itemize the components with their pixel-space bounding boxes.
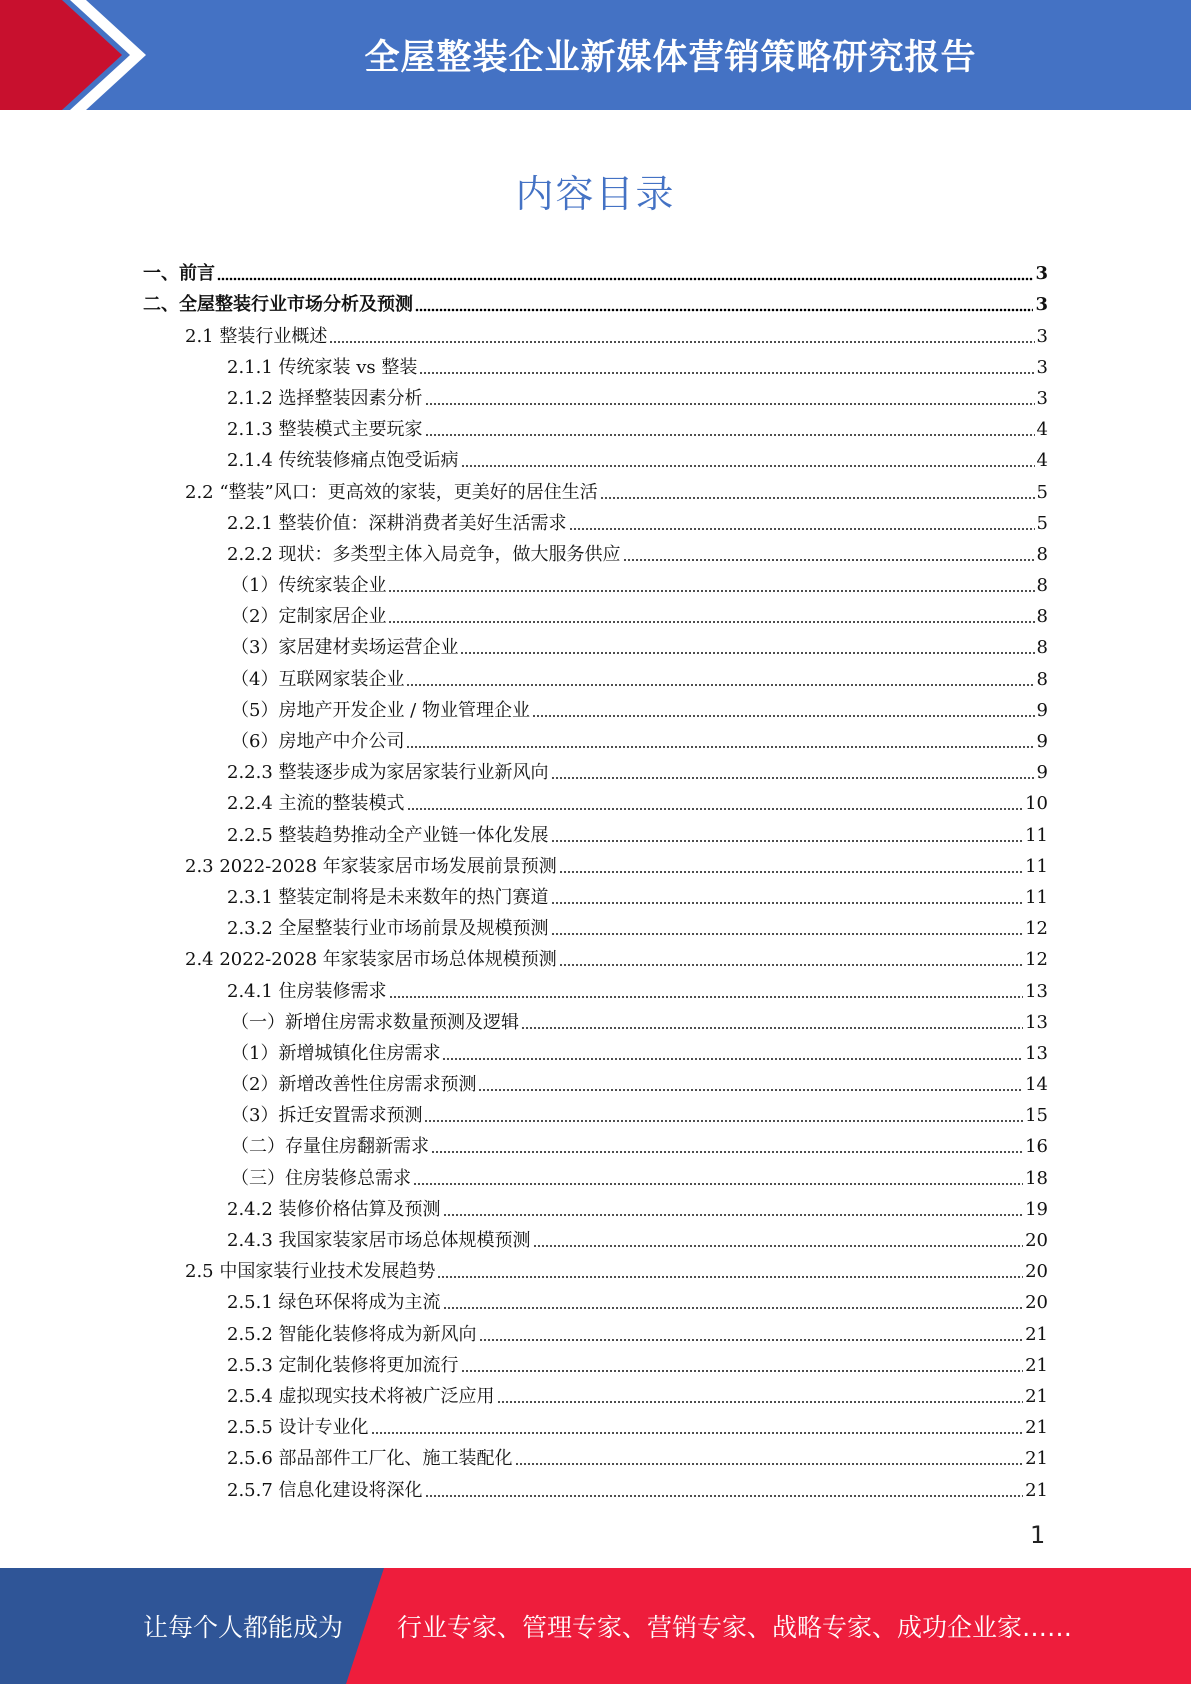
toc-entry-page: 9 [1036,699,1048,721]
toc-dot-leader [431,1150,1023,1154]
toc-entry-page: 21 [1025,1417,1048,1439]
toc-entry-label: 2.5.1 绿色环保将成为主流 [227,1292,441,1314]
toc-entry-page: 14 [1025,1074,1048,1096]
toc-entry-page: 11 [1025,855,1048,877]
toc-entry[interactable] [143,722,1048,753]
toc-entry-page: 20 [1025,1261,1048,1283]
toc-entry-page: 13 [1025,980,1048,1002]
toc-entry-page: 18 [1025,1167,1048,1189]
toc-entry-page: 4 [1036,419,1048,441]
toc-entry-label: 2.2.3 整装逐步成为家居家装行业新风向 [227,762,549,784]
toc-dot-leader [424,1119,1023,1123]
toc-entry[interactable] [143,628,1048,659]
toc-entry-page: 21 [1025,1385,1048,1407]
toc-dot-leader [388,620,1034,624]
toc-entry-page: 5 [1036,481,1048,503]
toc-entry-label: 2.1.2 选择整装因素分析 [227,387,423,409]
toc-entry-label: 2.4.1 住房装修需求 [227,980,387,1002]
toc-entry-label: 2.1 整装行业概述 [185,325,328,347]
toc-entry-label: （2）定制家居企业 [231,606,387,628]
toc-entry[interactable] [143,1470,1048,1501]
toc-dot-leader [371,1431,1024,1435]
toc-dot-leader [533,1244,1024,1248]
toc-entry[interactable] [143,1127,1048,1158]
toc-entry-label: 2.2.1 整装价值：深耕消费者美好生活需求 [227,512,567,534]
toc-entry-page: 15 [1025,1105,1048,1127]
toc-entry[interactable] [143,940,1048,971]
toc-entry[interactable] [143,1346,1048,1377]
toc-entry-page: 3 [1035,294,1048,316]
toc-dot-leader [217,277,1033,281]
page-number: 1 [1030,1521,1046,1549]
toc-dot-leader [521,1026,1023,1030]
toc-entry-page: 12 [1025,918,1048,940]
toc-entry-label: 2.3.1 整装定制将是未来数年的热门赛道 [227,886,549,908]
toc-entry-label: 2.1.1 传统家装 vs 整装 [227,356,418,378]
toc-entry[interactable] [143,1096,1048,1127]
toc-entry[interactable] [143,597,1048,628]
toc-entry[interactable] [143,535,1048,566]
toc-dot-leader [623,558,1035,562]
toc-dot-leader [551,901,1024,905]
toc-dot-leader [413,1182,1023,1186]
toc-dot-leader [460,651,1034,655]
toc-dot-leader [559,870,1023,874]
toc-entry[interactable] [143,1408,1048,1439]
toc-entry[interactable] [143,1439,1048,1470]
toc-dot-leader [425,1494,1024,1498]
toc-entry-label: 2.5.6 部品部件工厂化、施工装配化 [227,1448,513,1470]
toc-entry[interactable] [143,971,1048,1002]
toc-entry-label: （5）房地产开发企业 / 物业管理企业 [231,699,530,721]
toc-entry-label: 2.5.2 智能化装修将成为新风向 [227,1323,477,1345]
toc-dot-leader [406,683,1034,687]
toc-entry[interactable] [143,691,1048,722]
toc-entry-page: 3 [1036,325,1048,347]
toc-entry-page: 8 [1036,575,1048,597]
toc-entry-page: 3 [1036,356,1048,378]
toc-dot-leader [406,745,1034,749]
toc-entry[interactable] [143,566,1048,597]
toc-dot-leader [569,527,1035,531]
report-title [150,0,1191,110]
toc-entry-page: 3 [1036,387,1048,409]
toc-entry[interactable] [143,1283,1048,1314]
toc-dot-leader [415,308,1033,312]
toc-entry-page: 8 [1036,606,1048,628]
toc-entry-label: 二、全屋整装行业市场分析及预测 [143,294,413,316]
toc-entry-page: 10 [1025,793,1048,815]
toc-dot-leader [551,932,1024,936]
toc-entry-label: （三）住房装修总需求 [231,1167,411,1189]
toc-dot-leader [559,963,1023,967]
toc-entry[interactable] [143,1314,1048,1345]
toc-entry[interactable] [143,784,1048,815]
footer-slogan-right: 行业专家、管理专家、营销专家、战略专家、成功企业家…… [397,1613,1073,1642]
toc-entry[interactable] [143,1377,1048,1408]
toc-dot-leader [479,1338,1024,1342]
toc-dot-leader [425,433,1035,437]
toc-entry-label: （6）房地产中介公司 [231,731,405,752]
toc-entry[interactable] [143,316,1048,347]
toc-entry[interactable] [143,285,1048,316]
toc-entry-label: 2.4 2022-2028 年家装家居市场总体规模预测 [185,949,557,971]
toc-entry-page: 5 [1036,512,1048,534]
toc-entry-label: 2.4.3 我国家装家居市场总体规模预测 [227,1230,531,1251]
toc-entry[interactable] [143,815,1048,846]
toc-entry[interactable] [143,1221,1048,1252]
toc-entry-label: 2.4.2 装修价格估算及预测 [227,1198,441,1220]
toc-entry-page: 4 [1036,450,1048,472]
toc-dot-leader [461,1369,1024,1373]
toc-dot-leader [388,589,1034,593]
toc-entry-label: 2.2.4 主流的整装模式 [227,793,405,815]
toc-dot-leader [442,1057,1023,1061]
toc-entry-label: 2.1.3 整装模式主要玩家 [227,419,423,441]
toc-dot-leader [497,1400,1024,1404]
footer-band [0,1568,1191,1684]
toc-entry-label: 2.5.7 信息化建设将深化 [227,1479,423,1501]
toc-entry-label: （1）传统家装企业 [231,575,387,597]
toc-dot-leader [600,496,1035,500]
toc-entry-page: 19 [1025,1198,1048,1220]
toc-entry-page: 11 [1025,886,1048,908]
toc-dot-leader [478,1088,1023,1092]
toc-dot-leader [551,776,1035,780]
toc-entry-label: 2.3.2 全屋整装行业市场前景及规模预测 [227,918,549,940]
toc-entry-page: 13 [1025,1011,1048,1033]
toc-entry-label: （3）家居建材卖场运营企业 [231,637,459,659]
toc-entry-label: 2.3 2022-2028 年家装家居市场发展前景预测 [185,855,557,877]
toc-entry[interactable] [143,1190,1048,1221]
report-title-text: 全屋整装企业新媒体营销策略研究报告 [364,38,977,78]
toc-entry[interactable] [143,909,1048,940]
toc-entry-label: （一）新增住房需求数量预测及逻辑 [231,1011,519,1033]
toc-entry-page: 9 [1036,762,1048,784]
toc-dot-leader [443,1306,1024,1310]
toc-dot-leader [419,371,1034,375]
toc-entry[interactable] [143,753,1048,784]
toc-entry-page: 8 [1036,543,1048,565]
toc-entry-label: 2.2.5 整装趋势推动全产业链一体化发展 [227,824,549,846]
toc-entry-page: 11 [1025,824,1048,846]
toc-entry-page: 12 [1025,949,1048,971]
toc-entry[interactable] [143,847,1048,878]
toc-dot-leader [443,1213,1024,1217]
toc-entry-label: 2.1.4 传统装修痛点饱受诟病 [227,450,459,472]
toc-entry-label: 一、前言 [143,263,215,285]
toc-entry[interactable] [143,348,1048,379]
toc-entry-label: （2）新增改善性住房需求预测 [231,1074,477,1096]
toc-entry[interactable] [143,659,1048,690]
toc-entry-page: 3 [1035,263,1048,285]
footer-slogan-left: 让每个人都能成为 [143,1613,344,1642]
toc-entry[interactable] [143,1065,1048,1096]
toc-dot-leader [515,1462,1024,1466]
toc-entry[interactable] [143,1034,1048,1065]
toc-entry[interactable] [143,410,1048,441]
toc-entry-page: 8 [1036,668,1048,690]
toc-entry-label: （二）存量住房翻新需求 [231,1136,429,1158]
toc-entry-label: （1）新增城镇化住房需求 [231,1042,441,1064]
toc-entry[interactable] [143,379,1048,410]
toc-heading: 内容目录 [515,172,676,216]
toc-entry-label: 2.5 中国家装行业技术发展趋势 [185,1261,436,1283]
toc-entry-page: 21 [1025,1479,1048,1501]
toc-entry[interactable] [143,472,1048,503]
toc-entry-page: 8 [1036,637,1048,659]
toc-entry-page: 21 [1025,1448,1048,1470]
toc-dot-leader [437,1275,1023,1279]
toc-entry-page: 21 [1025,1323,1048,1345]
toc-entry-page: 9 [1036,731,1048,752]
toc-entry-page: 13 [1025,1042,1048,1064]
toc-dot-leader [407,807,1024,811]
toc-entry[interactable] [143,441,1048,472]
toc-dot-leader [551,839,1024,843]
toc-dot-leader [461,464,1035,468]
header-band [0,0,1191,110]
toc-entry-page: 21 [1025,1354,1048,1376]
toc-entry[interactable] [143,878,1048,909]
toc-entry-label: 2.2.2 现状：多类型主体入局竞争，做大服务供应 [227,543,621,565]
header-arrow-decoration [0,0,150,110]
toc-entry[interactable] [143,504,1048,535]
table-of-contents [143,254,1048,1502]
toc-entry-label: （4）互联网家装企业 [231,668,405,690]
toc-entry-label: 2.2 “整装”风口：更高效的家装，更美好的居住生活 [185,481,598,503]
toc-entry[interactable] [143,1252,1048,1283]
toc-dot-leader [425,402,1035,406]
toc-entry-label: 2.5.3 定制化装修将更加流行 [227,1354,459,1376]
toc-dot-leader [389,995,1024,999]
toc-dot-leader [532,714,1035,718]
toc-entry-page: 20 [1025,1230,1048,1251]
toc-entry-label: 2.5.5 设计专业化 [227,1417,369,1439]
toc-entry[interactable] [143,1003,1048,1034]
toc-dot-leader [329,340,1034,344]
toc-entry-label: 2.5.4 虚拟现实技术将被广泛应用 [227,1385,495,1407]
toc-entry[interactable] [143,1158,1048,1189]
toc-entry-page: 20 [1025,1292,1048,1314]
toc-entry-label: （3）拆迁安置需求预测 [231,1105,423,1127]
toc-entry-page: 16 [1025,1136,1048,1158]
toc-entry[interactable] [143,254,1048,285]
